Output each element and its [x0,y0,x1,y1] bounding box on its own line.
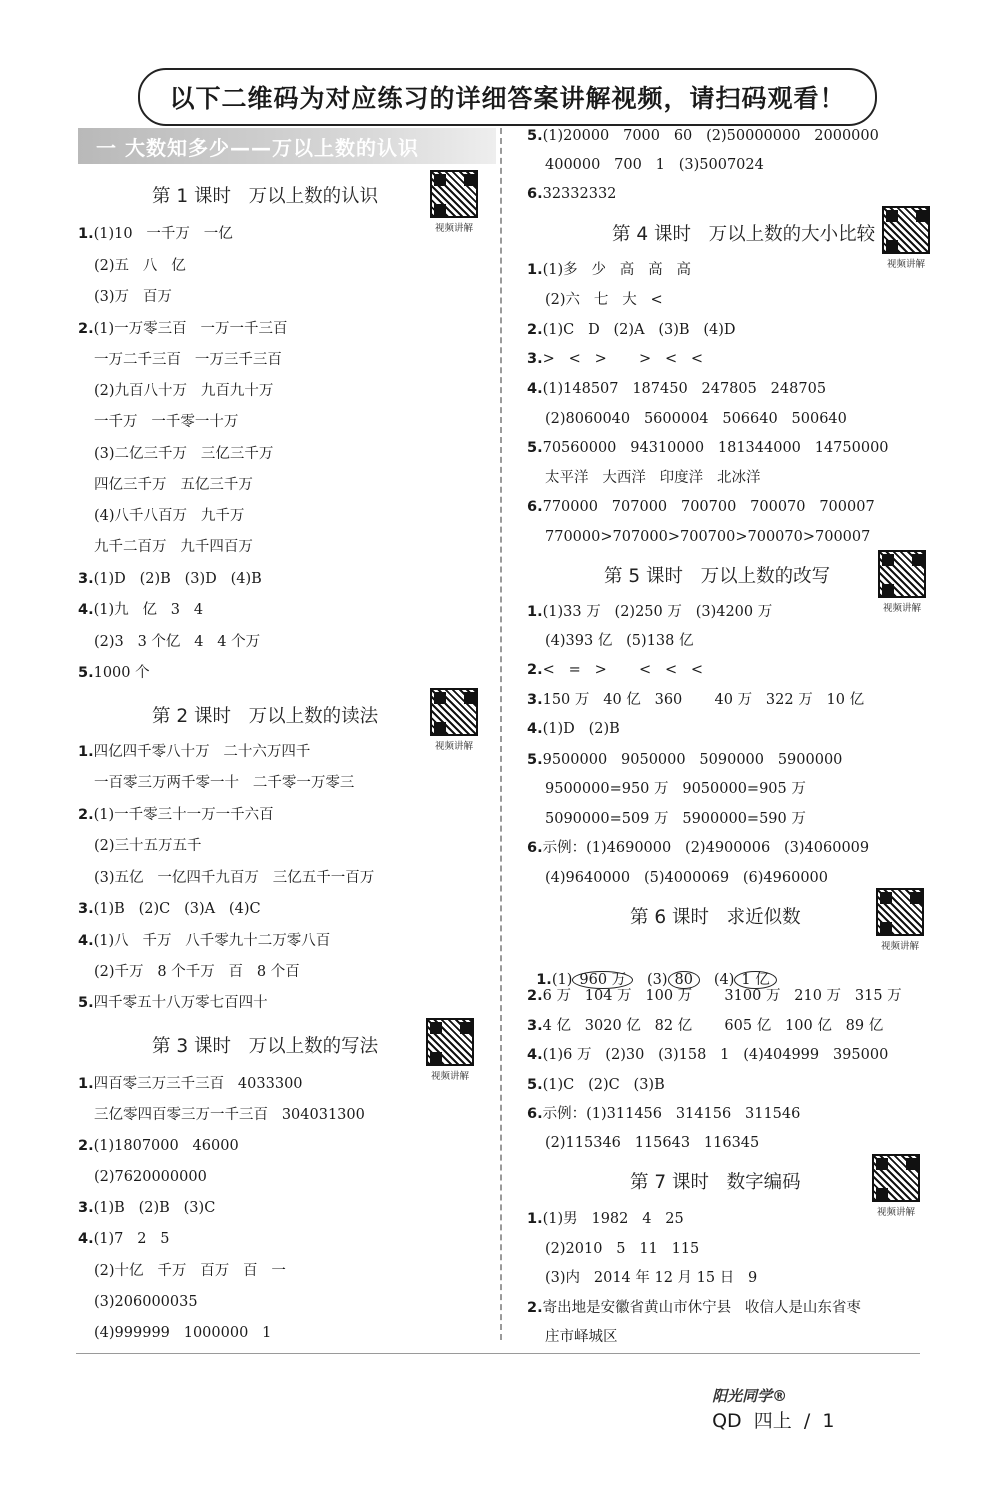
answer-line: 1.(1) 960 万 (3) 80 (4) 1 亿 [527,950,777,990]
answer-line: 770000>707000>700700>700070>700007 [545,529,871,545]
answer-line: 2.(1)一千零三十一万一千六百 [78,807,274,823]
lesson-7-heading: 第 7 课时 数字编码 [630,1172,801,1193]
answer-line: (4)393 亿 (5)138 亿 [545,633,694,649]
answer-line: 5.70560000 94310000 181344000 14750000 [527,440,889,456]
answer-line: 一万二千三百 一万三千三百 [94,352,282,368]
answer-line: (4)999999 1000000 1 [94,1325,272,1341]
qr-code-lesson-5[interactable]: 视频讲解 [872,550,932,614]
qr-code-lesson-1[interactable]: 视频讲解 [424,170,484,234]
answer-line: 5.(1)C (2)C (3)B [527,1077,665,1093]
answer-line: 3.(1)B (2)C (3)A (4)C [78,901,261,917]
answer-line: 5.四千零五十八万零七百四十 [78,995,268,1011]
answer-line: (4)9640000 (5)4000069 (6)4960000 [545,870,829,886]
answer-line: 5.9500000 9050000 5090000 5900000 [527,752,843,768]
answer-line: 1.(1)男 1982 4 25 [527,1211,684,1227]
answer-line: 太平洋 大西洋 印度洋 北冰洋 [545,470,761,486]
answer-line: 1.(1)33 万 (2)250 万 (3)4200 万 [527,604,773,620]
answer-line: 4.(1)八 千万 八千零九十二万零八百 [78,933,331,949]
answer-line: 3.4 亿 3020 亿 82 亿 605 亿 100 亿 89 亿 [527,1018,884,1034]
answer-line: 三亿零四百零三万一千三百 304031300 [94,1107,365,1123]
qr-icon [882,206,930,254]
answer-line: (2)十亿 千万 百万 百 一 [94,1263,286,1279]
answer-line: (2)六 七 大 < [545,292,663,308]
answer-line: (2)2010 5 11 115 [545,1241,700,1257]
page-footer [700,1362,834,1433]
answer-line: (3)万 百万 [94,289,172,305]
lesson-1-heading: 第 1 课时 万以上数的认识 [152,186,379,207]
qr-code-lesson-3[interactable]: 视频讲解 [420,1018,480,1082]
answer-line: (2)8060040 5600004 506640 500640 [545,411,847,427]
qr-icon [430,170,478,218]
answer-line: 一千万 一千零一十万 [94,414,239,430]
answer-line: 四亿三千万 五亿三千万 [94,477,253,493]
qr-icon [878,550,926,598]
answer-line: (3)五亿 一亿四千九百万 三亿五千一百万 [94,870,375,886]
answer-line: (2)九百八十万 九百九十万 [94,383,274,399]
page-number: QD 四上 / 1 [712,1410,835,1432]
qr-code-lesson-4[interactable]: 视频讲解 [876,206,936,270]
answer-line: (3)内 2014 年 12 月 15 日 9 [545,1270,758,1286]
brand-logo: 阳光同学® [712,1387,788,1405]
answer-line: 5.(1)20000 7000 60 (2)50000000 2000000 [527,128,879,144]
answer-line: 9500000=950 万 9050000=905 万 [545,781,806,797]
answer-line: (3)二亿三千万 三亿三千万 [94,446,274,462]
answer-line: 庄市峄城区 [545,1329,618,1345]
lesson-4-heading: 第 4 课时 万以上数的大小比较 [612,224,876,245]
answer-line: 6.示例：(1)4690000 (2)4900006 (3)4060009 [527,840,870,856]
answer-line: 3.150 万 40 亿 360 40 万 322 万 10 亿 [527,692,865,708]
answer-line: 1.(1)多 少 高 高 高 [527,262,691,278]
qr-code-lesson-6[interactable]: 视频讲解 [870,888,930,952]
banner-title: 以下二维码为对应练习的详细答案讲解视频，请扫码观看！ [138,68,877,126]
answer-line: 3.(1)D (2)B (3)D (4)B [78,571,262,587]
qr-icon [430,688,478,736]
answer-line: 400000 700 1 (3)5007024 [545,157,764,173]
answer-line: 2.6 万 104 万 100 万 3100 万 210 万 315 万 [527,988,902,1004]
answer-line: 2.(1)1807000 46000 [78,1138,239,1154]
answer-line: 4.(1)九 亿 3 4 [78,602,204,618]
answer-line: 4.(1)D (2)B [527,721,620,737]
answer-line: 5090000=509 万 5900000=590 万 [545,811,806,827]
unit-title: 一 大数知多少——万以上数的认识 [78,128,496,164]
answer-line: (2)三十五万五千 [94,838,202,854]
qr-code-lesson-7[interactable]: 视频讲解 [866,1154,926,1218]
answer-line: 2.(1)一万零三百 一万一千三百 [78,321,288,337]
answer-line: 一百零三万两千零一十 二千零一万零三 [94,775,355,791]
answer-line: 3.> < > > < < [527,351,704,367]
answer-line: (2)3 3 个亿 4 4 个万 [94,634,261,650]
answer-line: 4.(1)148507 187450 247805 248705 [527,381,827,397]
answer-line: (3)206000035 [94,1294,198,1310]
answer-line: (2)千万 8 个千万 百 8 个百 [94,964,300,980]
qr-icon [426,1018,474,1066]
answer-line: (2)五 八 亿 [94,258,186,274]
answer-line: (4)八千八百万 九千万 [94,508,245,524]
answer-line: 九千二百万 九千四百万 [94,539,253,555]
answer-line: 1.(1)10 一千万 一亿 [78,226,233,242]
lesson-2-heading: 第 2 课时 万以上数的读法 [152,706,379,727]
answer-line: 5.1000 个 [78,665,150,681]
answer-line: (2)7620000000 [94,1169,207,1185]
answer-line: 2.< = > < < < [527,662,704,678]
column-divider [500,128,502,1340]
lesson-6-heading: 第 6 课时 求近似数 [630,907,801,928]
answer-line: 2.(1)C D (2)A (3)B (4)D [527,322,736,338]
circled-answer: 1 亿 [734,971,776,989]
circled-answer: 960 万 [572,971,633,989]
answer-line: 6.770000 707000 700700 700070 700007 [527,499,875,515]
qr-icon [872,1154,920,1202]
answer-line: 6.32332332 [527,186,617,202]
answer-line: 1.四亿四千零八十万 二十六万四千 [78,744,311,760]
answer-line: 6.示例：(1)311456 314156 311546 [527,1106,801,1122]
answer-line: 3.(1)B (2)B (3)C [78,1200,216,1216]
answer-line: 2.寄出地是安徽省黄山市休宁县 收信人是山东省枣 [527,1300,861,1316]
qr-icon [876,888,924,936]
lesson-3-heading: 第 3 课时 万以上数的写法 [152,1036,379,1057]
qr-code-lesson-2[interactable]: 视频讲解 [424,688,484,752]
circled-answer: 80 [668,971,700,989]
answer-line: 4.(1)7 2 5 [78,1231,170,1247]
lesson-5-heading: 第 5 课时 万以上数的改写 [604,566,831,587]
answer-line: (2)115346 115643 116345 [545,1135,760,1151]
answer-line: 1.四百零三万三千三百 4033300 [78,1076,303,1092]
answer-line: 4.(1)6 万 (2)30 (3)158 1 (4)404999 395000 [527,1047,889,1063]
bottom-rule [76,1353,920,1354]
